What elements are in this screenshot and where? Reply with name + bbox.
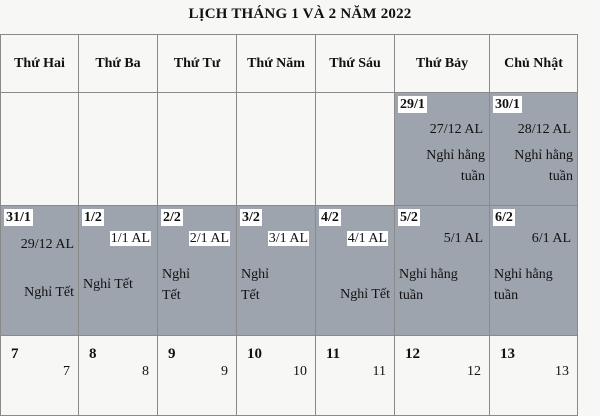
day-cell-11 <box>316 336 395 416</box>
holiday-note: Nghỉ Tết <box>241 267 269 303</box>
holiday-note: Nghỉ Tết <box>162 267 190 303</box>
day-number: 10 <box>247 346 262 362</box>
day-number: 13 <box>500 346 515 362</box>
day-cell-6-2 <box>490 206 578 336</box>
holiday-note: Nghỉ Tết <box>83 277 133 292</box>
lunar-day-number: 11 <box>372 364 386 379</box>
header-friday: Thứ Sáu <box>316 35 395 93</box>
holiday-note: Nghỉ hằng tuần <box>494 267 553 303</box>
day-number: 29/1 <box>400 97 425 112</box>
day-cell-empty <box>316 93 395 206</box>
day-cell-12 <box>395 336 490 416</box>
lunar-date: 29/12 AL <box>20 237 74 252</box>
day-cell-29-1 <box>395 93 490 206</box>
day-cell-empty <box>237 93 316 206</box>
day-cell-1-2 <box>79 206 158 336</box>
calendar-title: LỊCH THÁNG 1 VÀ 2 NĂM 2022 <box>188 6 412 22</box>
day-cell-7 <box>0 336 79 416</box>
calendar-grid <box>0 34 578 416</box>
holiday-note: Nghỉ Tết <box>340 287 390 302</box>
header-monday: Thứ Hai <box>0 35 79 93</box>
lunar-day-number: 12 <box>467 364 481 379</box>
day-cell-5-2 <box>395 206 490 336</box>
day-number: 6/2 <box>495 210 513 225</box>
header-thursday: Thứ Năm <box>237 35 316 93</box>
header-saturday: Thứ Bảy <box>395 35 490 93</box>
day-cell-10 <box>237 336 316 416</box>
lunar-date: 2/1 AL <box>189 231 229 246</box>
lunar-date: 3/1 AL <box>268 231 308 246</box>
header-sunday: Chủ Nhật <box>490 35 578 93</box>
lunar-date: 28/12 AL <box>517 122 571 137</box>
day-cell-30-1 <box>490 93 578 206</box>
day-number: 11 <box>326 346 341 362</box>
day-cell-31-1 <box>0 206 79 336</box>
holiday-note: Nghỉ hằng tuần <box>399 267 458 303</box>
holiday-note: Nghỉ hằng tuần <box>514 148 573 184</box>
holiday-note: Nghỉ hằng tuần <box>426 148 485 184</box>
day-number: 7 <box>11 346 19 362</box>
lunar-day-number: 8 <box>142 364 149 379</box>
lunar-day-number: 9 <box>221 364 228 379</box>
day-number: 8 <box>89 346 97 362</box>
day-cell-4-2 <box>316 206 395 336</box>
holiday-note: Nghỉ Tết <box>24 285 74 300</box>
day-number: 9 <box>168 346 176 362</box>
day-cell-empty <box>158 93 237 206</box>
header-wednesday: Thứ Tư <box>158 35 237 93</box>
lunar-day-number: 13 <box>555 364 569 379</box>
lunar-date: 5/1 AL <box>443 231 483 246</box>
day-number: 2/2 <box>163 210 181 225</box>
lunar-date: 1/1 AL <box>110 231 150 246</box>
day-number: 4/2 <box>321 210 339 225</box>
day-number: 30/1 <box>495 97 520 112</box>
day-cell-empty <box>79 93 158 206</box>
day-number: 3/2 <box>242 210 260 225</box>
header-tuesday: Thứ Ba <box>79 35 158 93</box>
lunar-day-number: 10 <box>293 364 307 379</box>
day-number: 1/2 <box>84 210 102 225</box>
day-cell-9 <box>158 336 237 416</box>
day-cell-empty <box>0 93 79 206</box>
day-cell-2-2 <box>158 206 237 336</box>
day-number: 31/1 <box>6 210 31 225</box>
day-cell-3-2 <box>237 206 316 336</box>
lunar-date: 6/1 AL <box>531 231 571 246</box>
day-cell-13 <box>490 336 578 416</box>
day-number: 12 <box>405 346 420 362</box>
lunar-day-number: 7 <box>63 364 70 379</box>
lunar-date: 27/12 AL <box>429 122 483 137</box>
day-cell-8 <box>79 336 158 416</box>
day-number: 5/2 <box>400 210 418 225</box>
lunar-date: 4/1 AL <box>347 231 387 246</box>
